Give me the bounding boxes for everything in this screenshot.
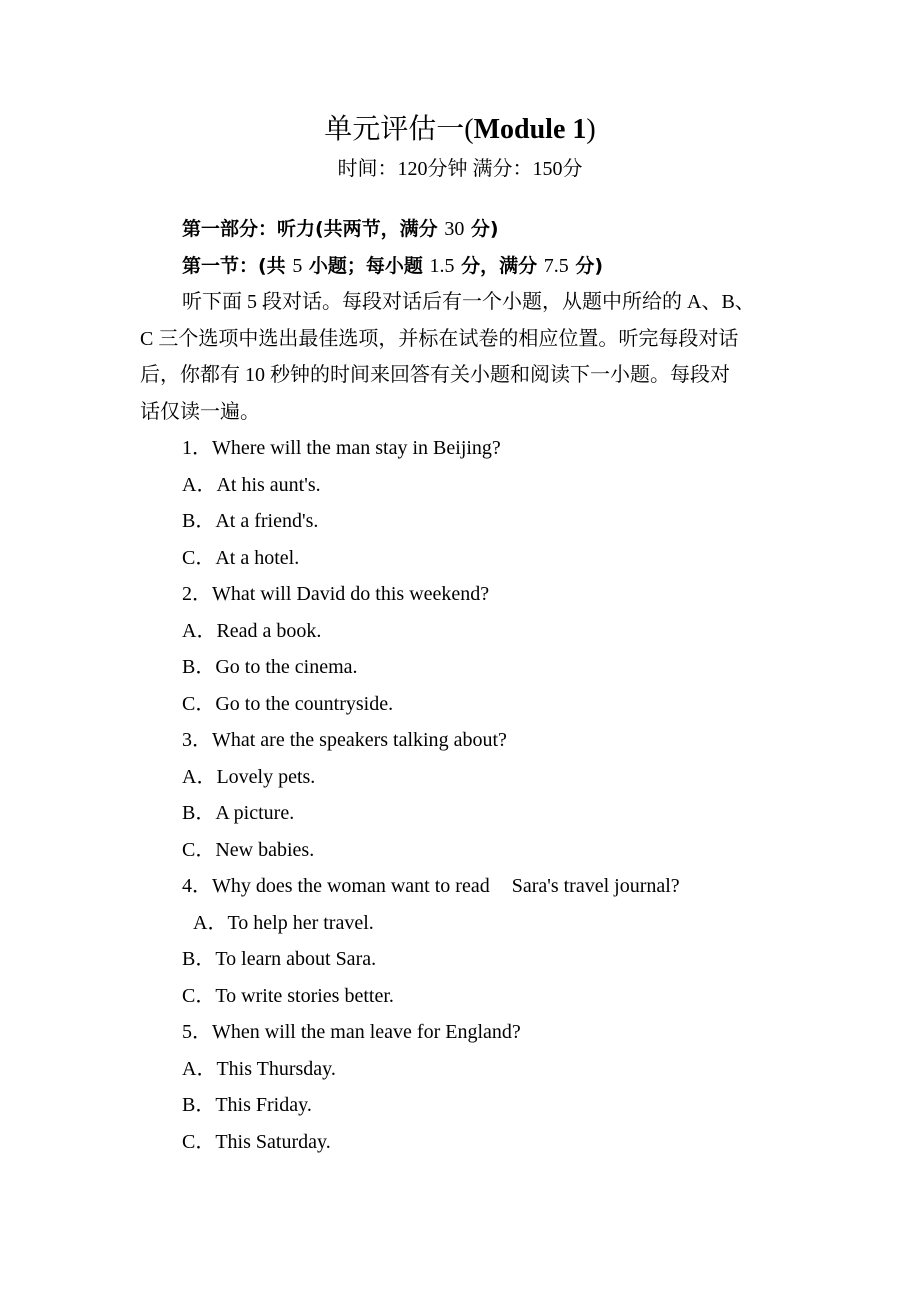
question-stem: 5．When will the man leave for England? [182,1021,521,1043]
question-stem: 1．Where will the man stay in Beijing? [182,437,501,459]
instructions-line: C 三个选项中选出最佳选项，并标在试卷的相应位置。听完每段对话 [140,327,739,350]
question-3 [140,722,782,868]
option-b: B．At a friend's. [182,510,319,532]
option-a: A．This Thursday. [182,1057,336,1080]
page-title [0,112,920,148]
option-a: A．At his aunt's. [182,473,321,496]
title-close-paren: ) [586,114,596,145]
question-2 [140,576,782,722]
title-module: Module 1 [473,114,587,145]
option-c: C．To write stories better. [182,984,394,1007]
question-5 [140,1014,782,1160]
instructions-paragraph [140,284,782,430]
option-b: B．This Friday. [182,1094,312,1116]
option-c: C．Go to the countryside. [182,692,394,715]
option-c: C．This Saturday. [182,1130,331,1153]
option-a: A．To help her travel. [193,911,374,934]
exam-time-and-score: 时间：120分钟 满分：150分 [337,158,583,180]
title-chinese: 单元评估一( [324,114,474,145]
option-c: C．At a hotel. [182,546,300,569]
part-one-heading: 第一部分：听力(共两节，满分 30 分) [182,218,499,240]
option-a: A．Lovely pets. [182,765,316,788]
option-b: B．To learn about Sara. [182,948,377,970]
question-stem: 2．What will David do this weekend? [182,583,490,605]
question-stem: 3．What are the speakers talking about? [182,729,507,751]
exam-body [140,211,782,1160]
option-a: A．Read a book. [182,619,322,642]
question-1 [140,430,782,576]
question-4 [140,868,782,1014]
option-b: B．Go to the cinema. [182,656,358,678]
instructions-line: 后，你都有 10 秒钟的时间来回答有关小题和阅读下一小题。每段对 [140,364,730,386]
option-b: B．A picture. [182,802,295,824]
question-stem: 4．Why does the woman want to read Sara's travel journal? [182,875,680,897]
section-one-heading: 第一节：(共 5 小题；每小题 1.5 分，满分 7.5 分) [182,254,604,277]
instructions-line: 话仅读一遍。 [140,400,260,423]
instructions-line: 听下面 5 段对话。每段对话后有一个小题，从题中所给的 A、B、 [182,291,755,313]
option-c: C．New babies. [182,838,315,861]
